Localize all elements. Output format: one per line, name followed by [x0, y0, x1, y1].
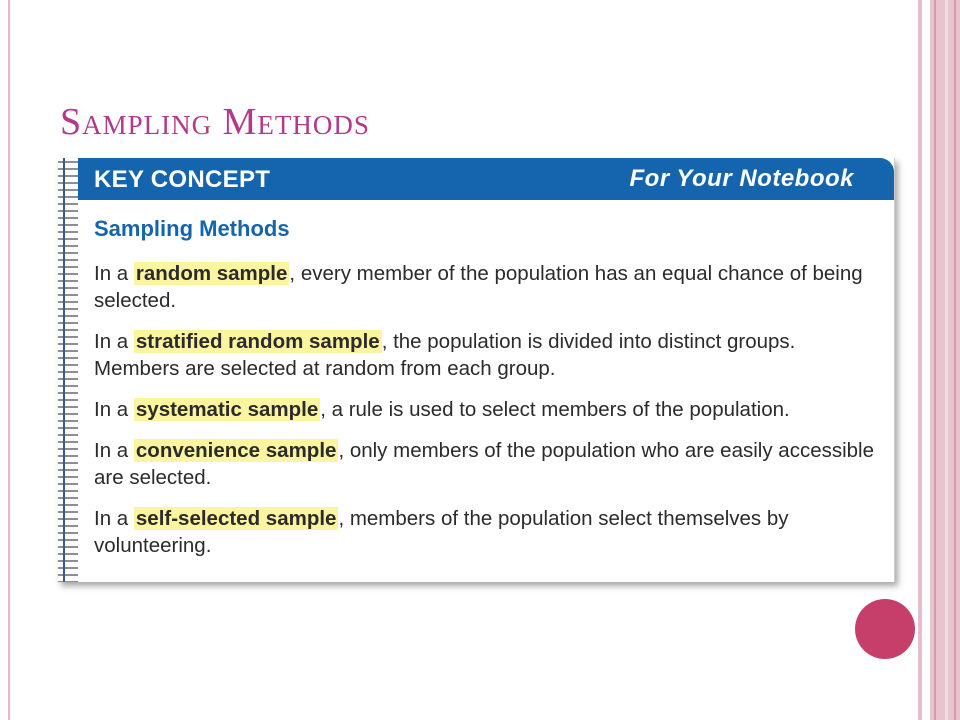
- definition-text: , members of the population select themselves by volunteering.: [94, 507, 789, 557]
- key-concept-header: [78, 158, 894, 200]
- definition-prefix: In a: [94, 439, 134, 462]
- term-highlight: random sample: [135, 262, 288, 285]
- decorative-circle: [855, 599, 915, 659]
- definition-systematic: [94, 396, 884, 423]
- definition-convenience: [94, 437, 884, 491]
- band-stripe: [954, 0, 956, 720]
- definition-text: , only members of the population who are easily accessible are selected.: [94, 439, 874, 489]
- band-stripe: [945, 0, 948, 720]
- slide-title: Sampling Methods: [60, 101, 370, 143]
- definition-prefix: In a: [94, 262, 134, 285]
- term-highlight: systematic sample: [135, 398, 319, 421]
- key-concept-label: KEY CONCEPT: [94, 166, 271, 193]
- definition-stratified: [94, 328, 884, 382]
- definition-prefix: In a: [94, 398, 134, 421]
- key-concept-box: [58, 158, 895, 582]
- definition-prefix: In a: [94, 507, 134, 530]
- definition-text: , a rule is used to select members of the population.: [320, 398, 790, 421]
- definition-random: [94, 260, 884, 314]
- definition-self-selected: [94, 505, 884, 559]
- slide-frame-left: [8, 0, 10, 720]
- definition-list: [94, 260, 884, 573]
- band-stripe: [934, 0, 936, 720]
- term-highlight: self-selected sample: [135, 507, 337, 530]
- term-highlight: stratified random sample: [135, 330, 380, 353]
- definition-text: , the population is divided into distinct groups. Members are selected at random from each group.: [94, 330, 796, 380]
- definition-text: , every member of the population has an equal chance of being selected.: [94, 262, 863, 312]
- term-highlight: convenience sample: [135, 439, 337, 462]
- spiral-edge: [63, 158, 65, 582]
- box-title: Sampling Methods: [94, 216, 290, 241]
- spiral-binding: [58, 158, 78, 582]
- definition-prefix: In a: [94, 330, 134, 353]
- notebook-tag: For Your Notebook: [629, 165, 854, 192]
- slide-frame-band: [930, 0, 960, 720]
- slide-frame-right: [918, 0, 922, 720]
